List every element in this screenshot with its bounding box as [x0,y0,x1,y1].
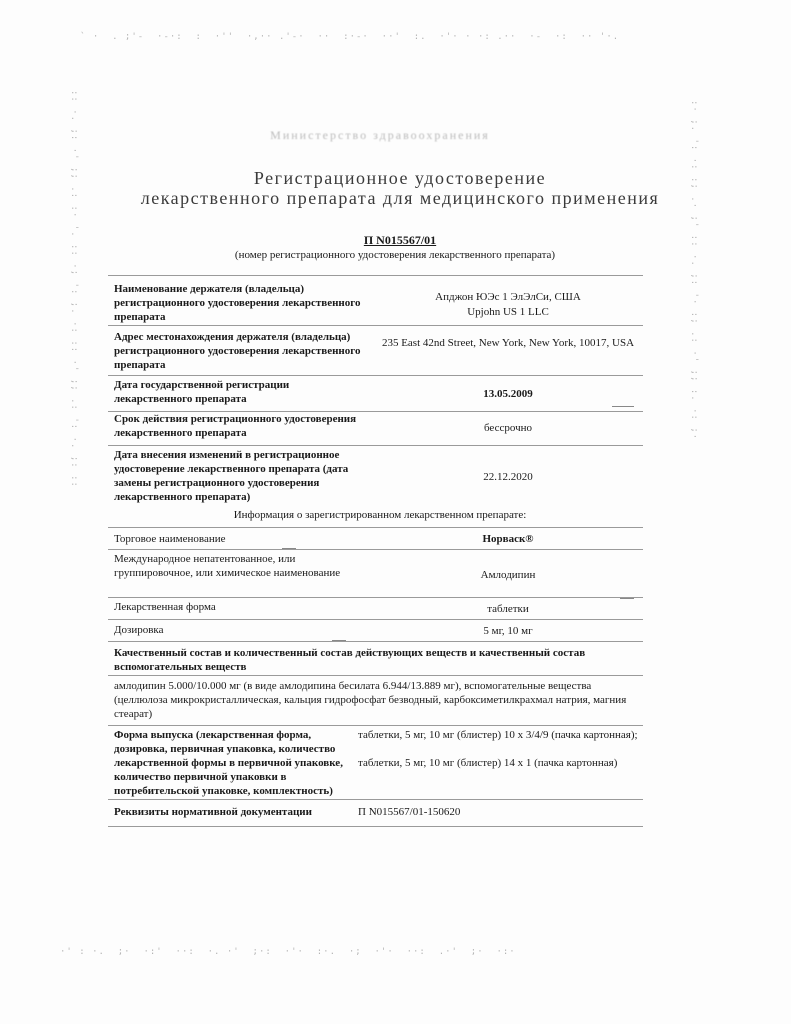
table-row-composition-text [108,675,643,726]
normative-label: Реквизиты нормативной документации [114,806,312,818]
table-row-holder-name [108,275,643,326]
document-title-line-2: лекарственного препарата для медицинского применения [140,188,660,208]
changes-date-label: Дата внесения изменений в регистрационное удостоверение лекарственного препарата (дата замены регистрационного удостоверения лекарственного препарата) [114,449,349,503]
table-row-form [108,597,643,620]
table-row-composition-heading [108,641,643,676]
release-form-value-2: таблетки, 5 мг, 10 мг (блистер) 14 x 1 (пачка картонная) [358,757,618,769]
normative-value: П N015567/01-150620 [358,806,461,818]
scan-mark [332,640,346,641]
dosage-value: 5 мг, 10 мг [483,625,533,637]
scan-noise-top: ` · . ;'- ·-·: : ·'' ·,·· .'-· ·· :·-· ··' :. ·'· · ·: .·· ·- ·: ·· '·. [80,32,620,42]
registration-number-caption: (номер регистрационного удостоверения лекарственного препарата) [234,249,556,261]
state-registration-date: 13.05.2009 [483,388,533,400]
changes-date-value: 22.12.2020 [483,471,533,483]
inn-value: Амлодипин [480,569,536,581]
holder-name-label: Наименование держателя (владельца) регистрационного удостоверения лекарственного препарата [114,283,361,323]
trade-name-value: Норваск® [482,533,534,545]
table-row-validity [108,411,643,446]
scan-noise-right: :· ;. ': ·: :; .· ;' :: ·. ;: '· :; .: ·' ;; :. ·: ;· [689,100,699,441]
faint-ministry-heading: Министерство здравоохранения [270,128,490,142]
release-form-label: Форма выпуска (лекарственная форма, дозировка, первичная упаковка, количество лекарственной формы в первичной упаковке, количество первичной упаковки в потребительской упаковке, комплектность) [114,729,343,797]
table-row-changes-date [108,445,643,506]
scan-noise-bottom: ·' : ·. ;· ·:' ··: ·. ·' ;·: ·'· :·. ·; ·'· ··: .·' ;· ·:· [60,947,516,957]
composition-label: Качественный состав и количественный состав действующих веществ и качественный состав вспомогательных веществ [114,647,586,673]
drug-info-caption: Информация о зарегистрированном лекарственном препарате: [233,509,527,521]
document-title-line-1: Регистрационное удостоверение [253,168,547,188]
scan-mark [612,406,634,407]
form-label: Лекарственная форма [114,601,216,613]
table-row-inn [108,549,643,596]
table-row-dosage [108,619,643,642]
holder-name-value-en: Upjohn US 1 LLC [467,306,549,318]
holder-name-value-ru: Апджон ЮЭс 1 ЭлЭлСи, США [435,291,581,303]
holder-address-value: 235 East 42nd Street, New York, New York, 10017, USA [381,337,635,349]
validity-label: Срок действия регистрационного удостоверения лекарственного препарата [114,413,357,439]
table-row-normative [108,799,643,827]
composition-text: амлодипин 5.000/10.000 мг (в виде амлодипина бесилата 6.944/13.889 мг), вспомогательные вещества (целлюлоза микрокристаллическая, кальция гидрофосфат безводный, карбоксиметилкрахмал натрия, магния стеарат) [114,680,627,720]
holder-address-label: Адрес местонахождения держателя (владельца) регистрационного удостоверения лекарственного препарата [114,331,361,371]
release-form-value-1: таблетки, 5 мг, 10 мг (блистер) 10 x 3/4/9 (пачка картонная); [358,729,638,741]
trade-name-label: Торговое наименование [114,533,226,545]
form-value: таблетки [487,603,529,615]
scan-mark [620,598,634,599]
table-row-state-registration [108,375,643,412]
table-row-trade-name [108,527,643,550]
scan-mark [282,548,296,549]
validity-value: бессрочно [483,422,532,434]
inn-label: Международное непатентованное, или группировочное, или химическое наименование [114,553,341,579]
state-registration-label: Дата государственной регистрации лекарственного препарата [114,379,290,405]
table-row-holder-address [108,325,643,376]
table-row-release-form [108,725,643,800]
registration-number: П N015567/01 [363,233,437,247]
scan-noise-left: :: ·. ;: ·' ;; .: :· '. :: ·; ': ;. ·: :: ·' ;; .: ': ·. ;: :: [69,90,79,488]
dosage-label: Дозировка [114,624,164,636]
